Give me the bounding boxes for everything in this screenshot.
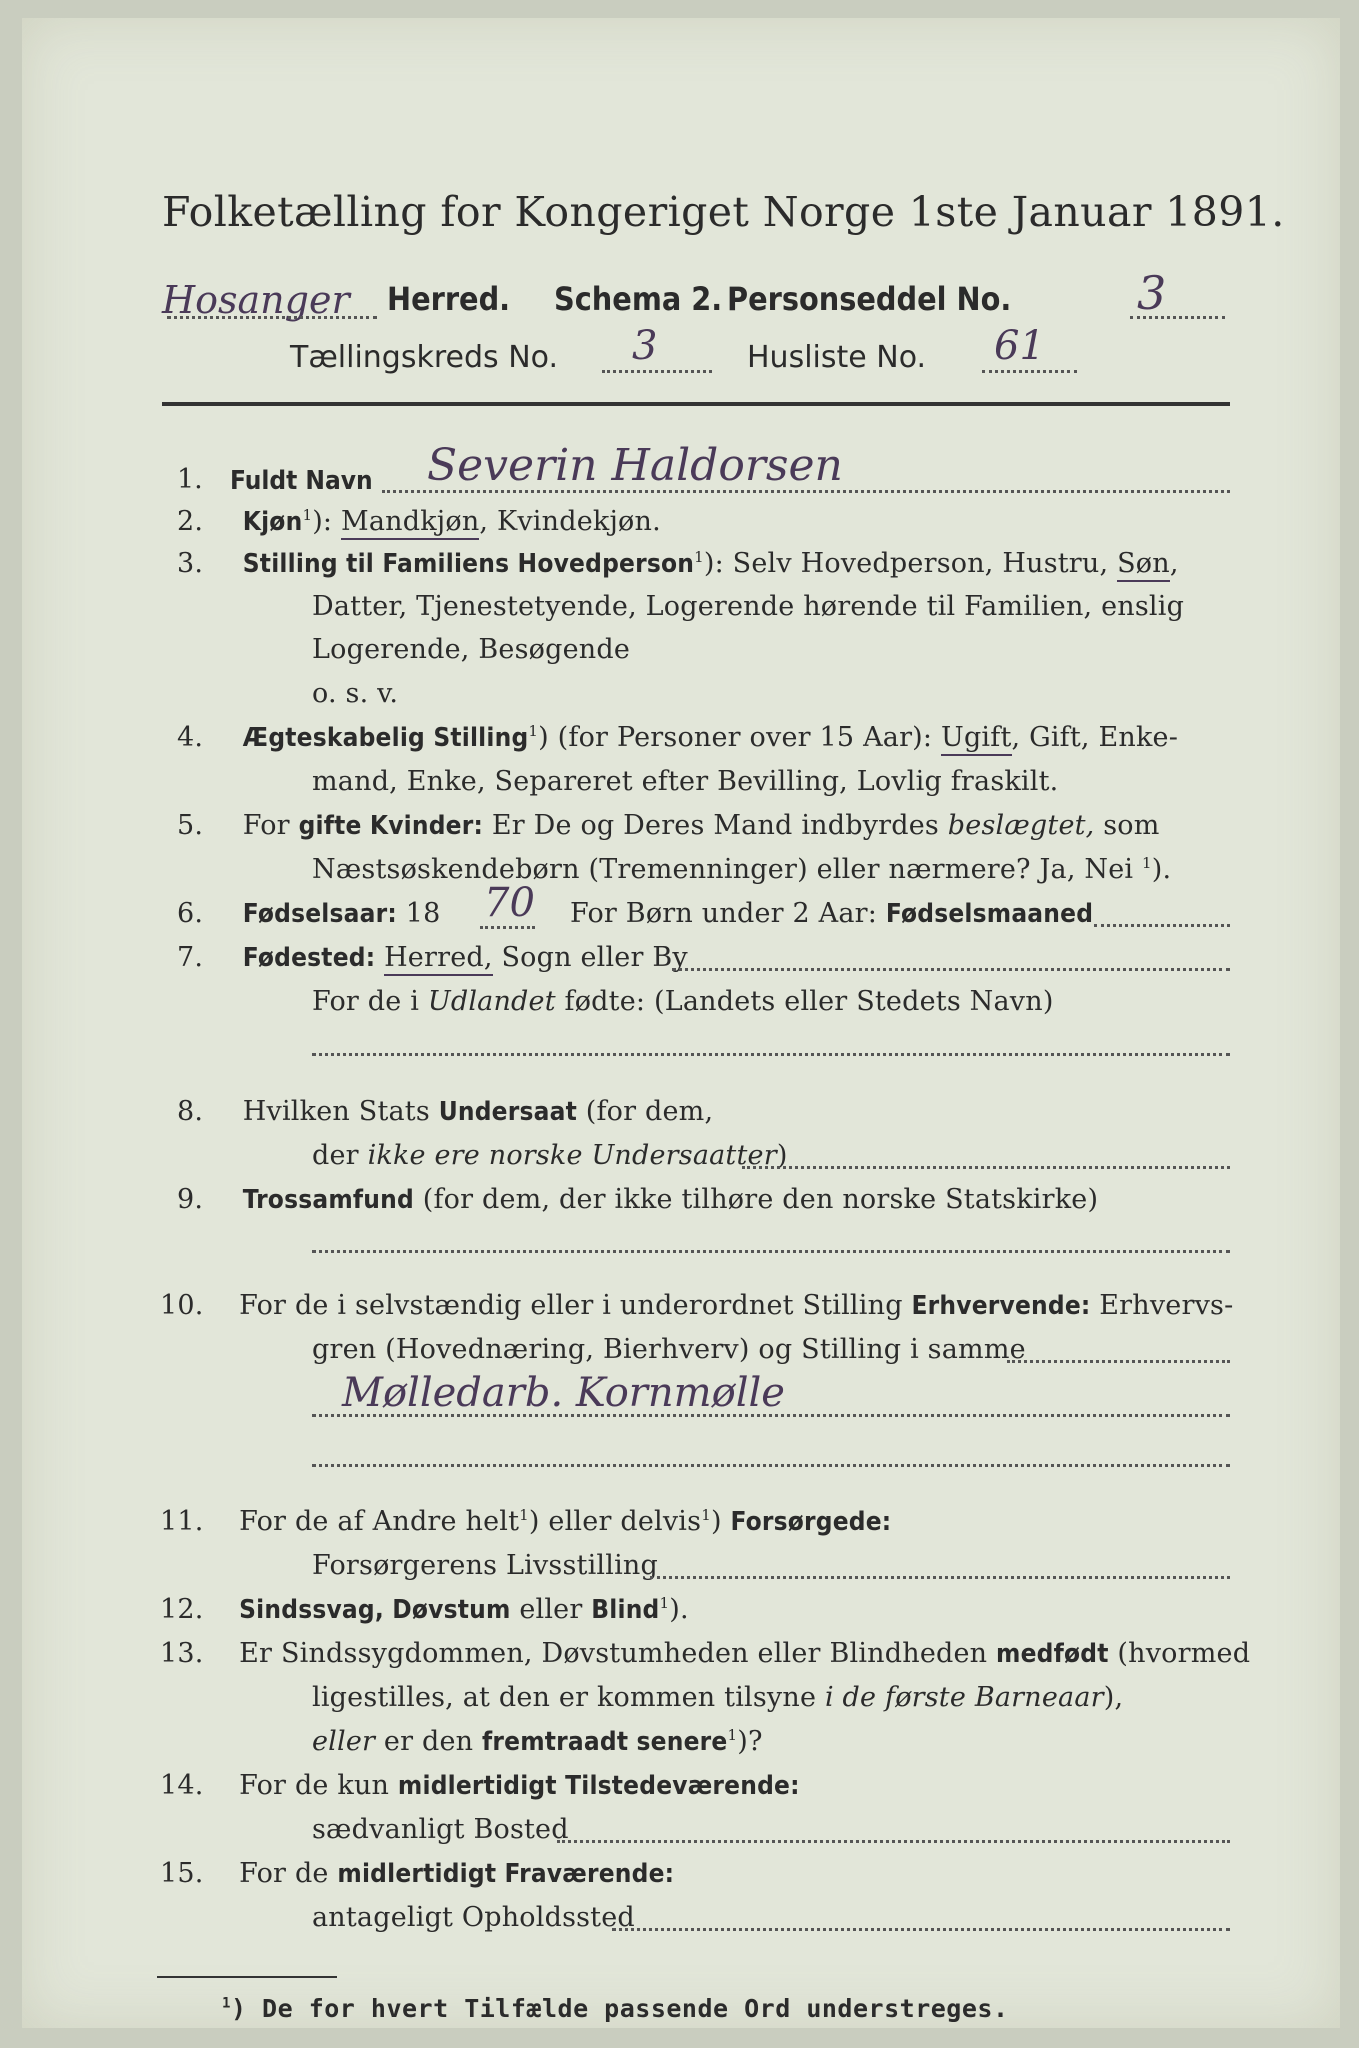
q3-line3: Logerende, Besøgende (312, 634, 630, 665)
personseddel-label: Personseddel No. (727, 280, 1012, 318)
q2-option-kvindekjon: , Kvindekjøn. (479, 506, 661, 537)
q5-line2 (312, 854, 1171, 885)
q6-text: For Børn under 2 Aar: (570, 898, 886, 929)
q9-text: (for dem, der ikke tilhøre den norske Statskirke) (413, 1184, 1099, 1215)
q2-label: Kjøn (242, 507, 303, 537)
q13-line2-b: ), (1103, 1682, 1124, 1713)
herred-value: Hosanger (162, 278, 350, 322)
husliste-value: 61 (994, 323, 1045, 369)
q3-line4: o. s. v. (312, 678, 399, 709)
q15-number: 15. (160, 1858, 204, 1889)
q13-line3-bold: fremtraadt senere (482, 1727, 728, 1757)
q3-line1-end: , (1169, 548, 1179, 579)
herred-label: Herred. (387, 280, 511, 318)
q5-line2-text: Næstsøskendebørn (Tremenninger) eller nærmere? Ja, Nei (312, 854, 1143, 885)
q5-number: 5. (177, 810, 204, 841)
q6-month-dotted-line (1094, 924, 1230, 927)
q7-line1 (177, 942, 688, 973)
q6-label: Fødselsaar: (242, 899, 397, 929)
taellingskreds-label: Tællingskreds No. (290, 340, 558, 375)
personseddel-value: 3 (1137, 266, 1167, 320)
herred-dotted-line (167, 316, 377, 319)
q13-line1 (160, 1638, 1250, 1669)
q4-label: Ægteskabelig Stilling (242, 723, 529, 753)
q11-number: 11. (160, 1506, 204, 1537)
q4-option-ugift: Ugift (941, 722, 1012, 756)
q11-dotted-line (650, 1576, 1230, 1579)
q5-text-b: Er De og Deres Mand indbyrdes (483, 810, 948, 841)
q8-line2-b: ) (776, 1140, 788, 1171)
q5-label: gifte Kvinder: (298, 811, 484, 841)
q13-number: 13. (160, 1638, 204, 1669)
q10-occupation-dotted-line (312, 1414, 1230, 1417)
q15-line1 (160, 1858, 674, 1889)
q8-label: Undersaat (438, 1097, 577, 1127)
q14-line1 (160, 1770, 800, 1801)
q10-extra-dotted-line (312, 1464, 1230, 1467)
q12-label-a: Sindssvag, Døvstum (239, 1595, 511, 1625)
header-rule (162, 402, 1230, 406)
q8-text-a: Hvilken Stats (242, 1096, 439, 1127)
q8-line2-italic: ikke ere norske Undersaatter (367, 1140, 777, 1171)
q6-line (177, 898, 440, 929)
q3-line1 (177, 548, 1179, 579)
q14-number: 14. (160, 1770, 204, 1801)
q4-line2: mand, Enke, Separeret efter Bevilling, Lovlig fraskilt. (312, 766, 1059, 797)
q3-sup: 1 (694, 548, 704, 566)
q13-line3-italic: eller (312, 1726, 376, 1757)
q6-birth-year-value: 70 (484, 880, 535, 926)
q8-line2-a: der (312, 1140, 368, 1171)
q13-line2-italic: i de første Barneaar (824, 1682, 1104, 1713)
q14-line2: sædvanligt Bosted (312, 1814, 569, 1845)
q13-line3-c: )? (737, 1726, 763, 1757)
q8-line2 (312, 1140, 788, 1171)
q12-sup: 1 (659, 1594, 670, 1612)
q5-text-c: som (1094, 810, 1160, 841)
q6-prefix: 18 (396, 898, 441, 929)
q15-text-a: For de (239, 1858, 338, 1889)
q1-dotted-line (382, 490, 1230, 493)
q7-line2-a: For de i (312, 986, 428, 1017)
footnote-sup: 1 (222, 1995, 231, 2012)
q10-text-b: Erhvervs- (1090, 1290, 1234, 1321)
q2-line (177, 506, 661, 537)
q5-text-a: For (242, 810, 299, 841)
schema-label: Schema 2. (554, 280, 723, 318)
q1-label: Fuldt Navn (230, 466, 373, 496)
q3-line2: Datter, Tjenestetyende, Logerende hørende til Familien, enslig (312, 591, 1185, 622)
q11-line1 (160, 1506, 891, 1537)
q15-line2: antageligt Opholdssted (312, 1902, 635, 1933)
q7-option-herred: Herred, (384, 942, 493, 976)
q6-number: 6. (177, 898, 204, 929)
q3-label: Stilling til Familiens Hovedperson (242, 549, 695, 579)
q5-sup: 1 (1142, 854, 1152, 872)
q11-label: Forsørgede: (730, 1507, 892, 1537)
q14-dotted-line (557, 1840, 1230, 1843)
q2-option-mandkjon: Mandkjøn (341, 506, 479, 540)
q8-dotted-line (742, 1166, 1230, 1169)
q11-sup1: 1 (519, 1506, 529, 1524)
q13-line2 (312, 1682, 1123, 1713)
q6-label2: Fødselsmaaned (885, 899, 1094, 929)
q10-label: Erhvervende: (911, 1291, 1091, 1321)
q6-line-b (570, 898, 1093, 929)
q13-line3-a: er den (375, 1726, 483, 1757)
q1-number: 1. (177, 464, 203, 495)
q14-label: midlertidigt Tilstedeværende: (397, 1771, 800, 1801)
q7-number: 7. (177, 942, 204, 973)
q12-line (160, 1594, 689, 1625)
q10-line2-dotted-line (1007, 1360, 1230, 1363)
q15-label: midlertidigt Fraværende: (337, 1859, 675, 1889)
q1-full-name-value: Severin Haldorsen (427, 440, 843, 491)
q2-rest: ): (312, 506, 333, 537)
q2-number: 2. (177, 506, 204, 537)
q12-label-b: Blind (591, 1595, 660, 1625)
q12-text: eller (510, 1594, 592, 1625)
q9-line (177, 1184, 1098, 1215)
q7-abroad-dotted-line (312, 1053, 1230, 1056)
taellingskreds-value: 3 (632, 323, 658, 369)
q4-number: 4. (177, 722, 204, 753)
personseddel-dotted-line (1130, 316, 1225, 319)
q11-sup2: 1 (701, 1506, 711, 1524)
q7-line2-b: fødte: (Landets eller Stedets Navn) (555, 986, 1054, 1017)
q10-occupation-value: Mølledarb. Kornmølle (342, 1370, 785, 1416)
q13-line1-bold: medfødt (996, 1639, 1109, 1669)
q4-text: ) (for Personer over 15 Aar): (538, 722, 941, 753)
q10-number: 10. (160, 1290, 204, 1321)
q11-text-b: ) eller delvis (528, 1506, 702, 1537)
q9-label: Trossamfund (242, 1185, 414, 1215)
q9-dotted-line (312, 1250, 1230, 1253)
husliste-label: Husliste No. (747, 340, 927, 375)
q2-sup: 1 (302, 506, 313, 524)
q4-line1-end: , Gift, Enke- (1011, 722, 1179, 753)
q11-text-a: For de af Andre helt (239, 1506, 520, 1537)
q6-year-dotted-line (480, 926, 535, 929)
q10-line2: gren (Hovednæring, Bierhverv) og Stilling i samme (312, 1334, 1026, 1365)
q13-sup: 1 (727, 1726, 738, 1744)
q7-line2-italic: Udlandet (427, 986, 556, 1017)
footnote (222, 1994, 1009, 2023)
q11-text-c: ) (710, 1506, 731, 1537)
q11-line2: Forsørgerens Livsstilling (312, 1550, 659, 1581)
q5-line2-end: ). (1151, 854, 1172, 885)
q13-line2-a: ligestilles, at den er kommen tilsyne (312, 1682, 825, 1713)
footnote-rule (157, 1976, 337, 1978)
q7-dotted-line (672, 968, 1230, 971)
q4-line1 (177, 722, 1178, 753)
q8-text-b: (for dem, (576, 1096, 714, 1127)
q8-line1 (177, 1096, 713, 1127)
q12-end: ). (669, 1594, 689, 1625)
q13-line1-a: Er Sindssygdommen, Døvstumheden eller Blindheden (239, 1638, 997, 1669)
q4-sup: 1 (528, 722, 539, 740)
q3-number: 3. (177, 548, 204, 579)
q5-italic: beslægtet, (947, 810, 1095, 841)
q3-text: ): Selv Hovedperson, Hustru, (703, 548, 1118, 579)
q10-text-a: For de i selvstændig eller i underordnet Stilling (239, 1290, 912, 1321)
husliste-dotted-line (982, 370, 1077, 373)
q5-line1 (177, 810, 1160, 841)
q3-option-son: Søn (1117, 548, 1170, 582)
q13-line3 (312, 1726, 763, 1757)
q9-number: 9. (177, 1184, 204, 1215)
census-form-sheet (22, 18, 1340, 2028)
q14-text-a: For de kun (239, 1770, 398, 1801)
q15-dotted-line (612, 1928, 1230, 1931)
footnote-text: ) De for hvert Tilfælde passende Ord understreges. (230, 1994, 1009, 2023)
form-title: Folketælling for Kongeriget Norge 1ste Januar 1891. (162, 188, 1285, 236)
taellingskreds-dotted-line (602, 370, 712, 373)
q7-line2 (312, 986, 1054, 1017)
q13-line1-c: (hvormed (1108, 1638, 1251, 1669)
q10-line1 (160, 1290, 1233, 1321)
q12-number: 12. (160, 1594, 204, 1625)
q7-rest: Sogn eller By (492, 942, 688, 973)
q8-number: 8. (177, 1096, 204, 1127)
q7-label: Fødested: (242, 943, 376, 973)
